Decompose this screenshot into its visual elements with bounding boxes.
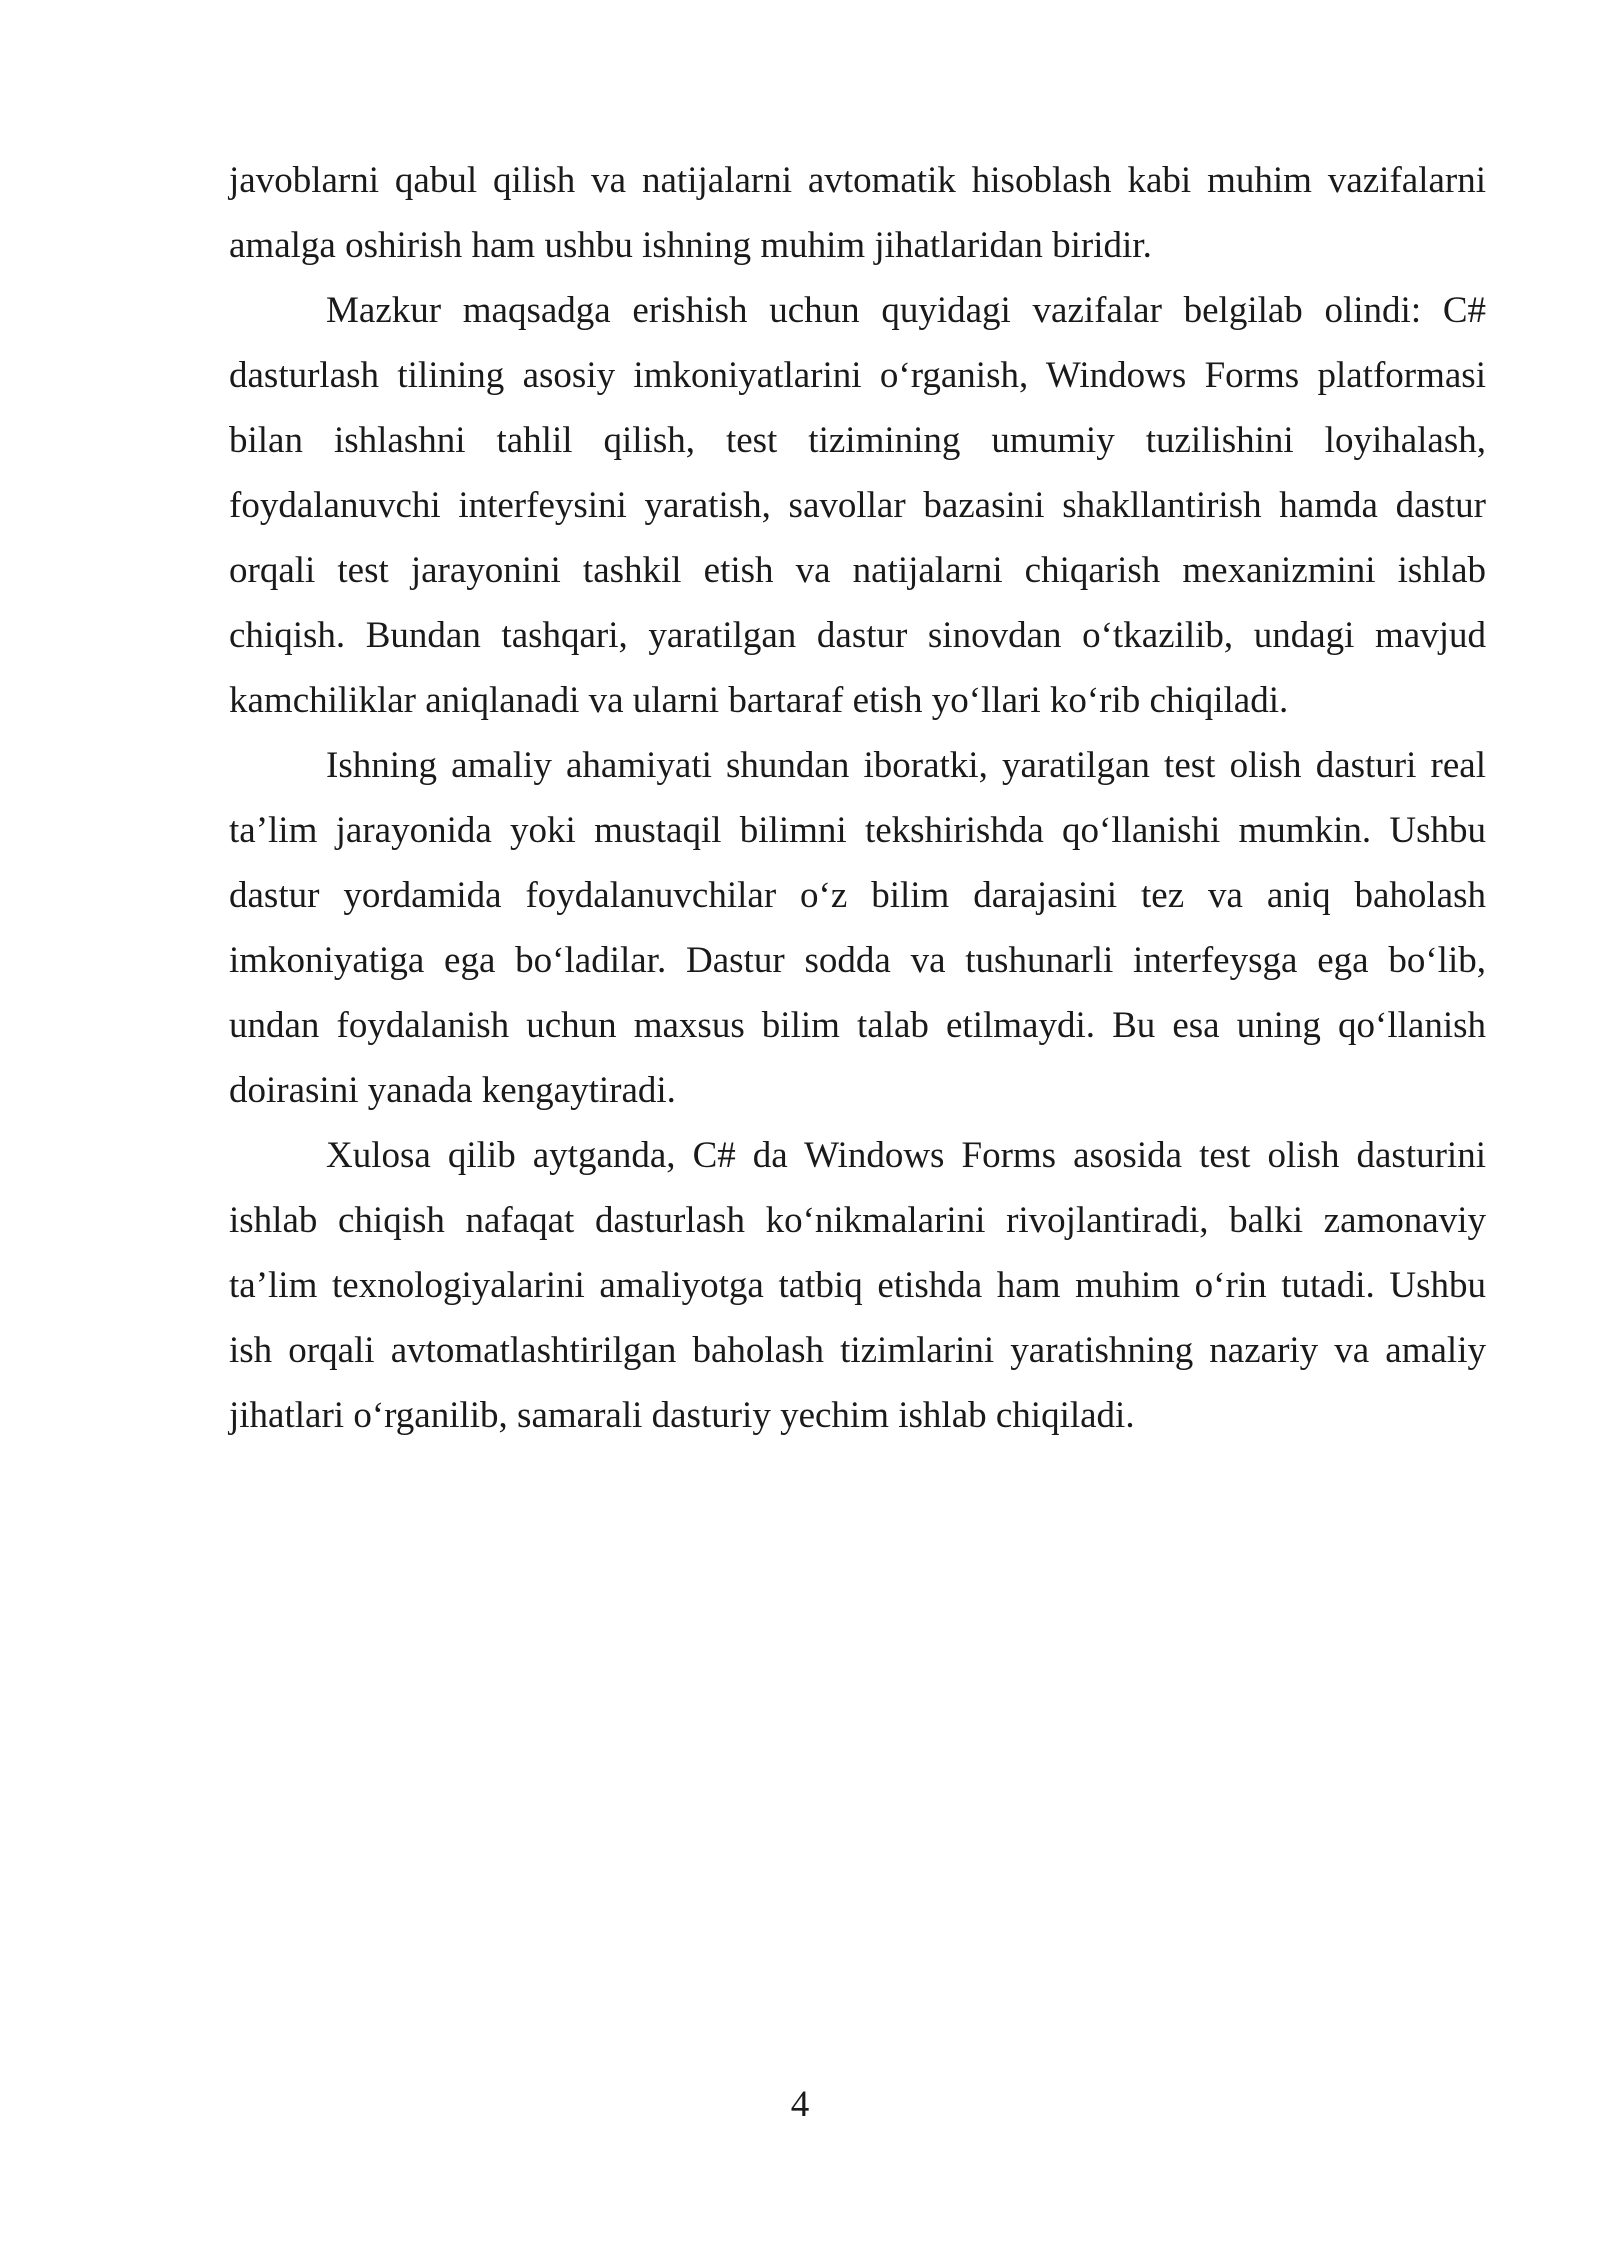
paragraph-conclusion: Xulosa qilib aytganda, C# da Windows Forms asosida test olish dasturini ishlab chiqish nafaqat dasturlash ko‘nikmalarini rivojlantiradi, balki zamonaviy ta’lim texnologiyalarini amaliyotga tatbiq etishda ham muhim o‘rin tutadi. Ushbu ish orqali avtomatlashtirilgan baholash tizimlarini yaratishning nazariy va amaliy jihatlari o‘rganilib, samarali dasturiy yechim ishlab chiqiladi. — [229, 1135, 1486, 1436]
body-text — [229, 148, 1486, 1448]
page-number: 4 — [790, 2084, 810, 2125]
paragraph-objectives: Mazkur maqsadga erishish uchun quyidagi vazifalar belgilab olindi: C# dasturlash tilining asosiy imkoniyatlarini o‘rganish, Windows Forms platformasi bilan ishlashni tahlil qilish, test tizimining umumiy tuzilishini loyihalash, foydalanuvchi interfeysini yaratish, savollar bazasini shakllantirish hamda dastur orqali test jarayonini tashkil etish va natijalarni chiqarish mexanizmini ishlab chiqish. Bundan tashqari, yaratilgan dastur sinovdan o‘tkazilib, undagi mavjud kamchiliklar aniqlanadi va ularni bartaraf etish yo‘llari ko‘rib chiqiladi. — [229, 290, 1486, 721]
paragraph-continuation: javoblarni qabul qilish va natijalarni avtomatik hisoblash kabi muhim vazifalarni amalga oshirish ham ushbu ishning muhim jihatlaridan biridir. — [229, 160, 1486, 266]
paragraph-practical-significance: Ishning amaliy ahamiyati shundan iboratki, yaratilgan test olish dasturi real ta’lim jarayonida yoki mustaqil bilimni tekshirishda qo‘llanishi mumkin. Ushbu dastur yordamida foydalanuvchilar o‘z bilim darajasini tez va aniq baholash imkoniyatiga ega bo‘ladilar. Dastur sodda va tushunarli interfeysga ega bo‘lib, undan foydalanish uchun maxsus bilim talab etilmaydi. Bu esa uning qo‘llanish doirasini yanada kengaytiradi. — [229, 745, 1486, 1111]
